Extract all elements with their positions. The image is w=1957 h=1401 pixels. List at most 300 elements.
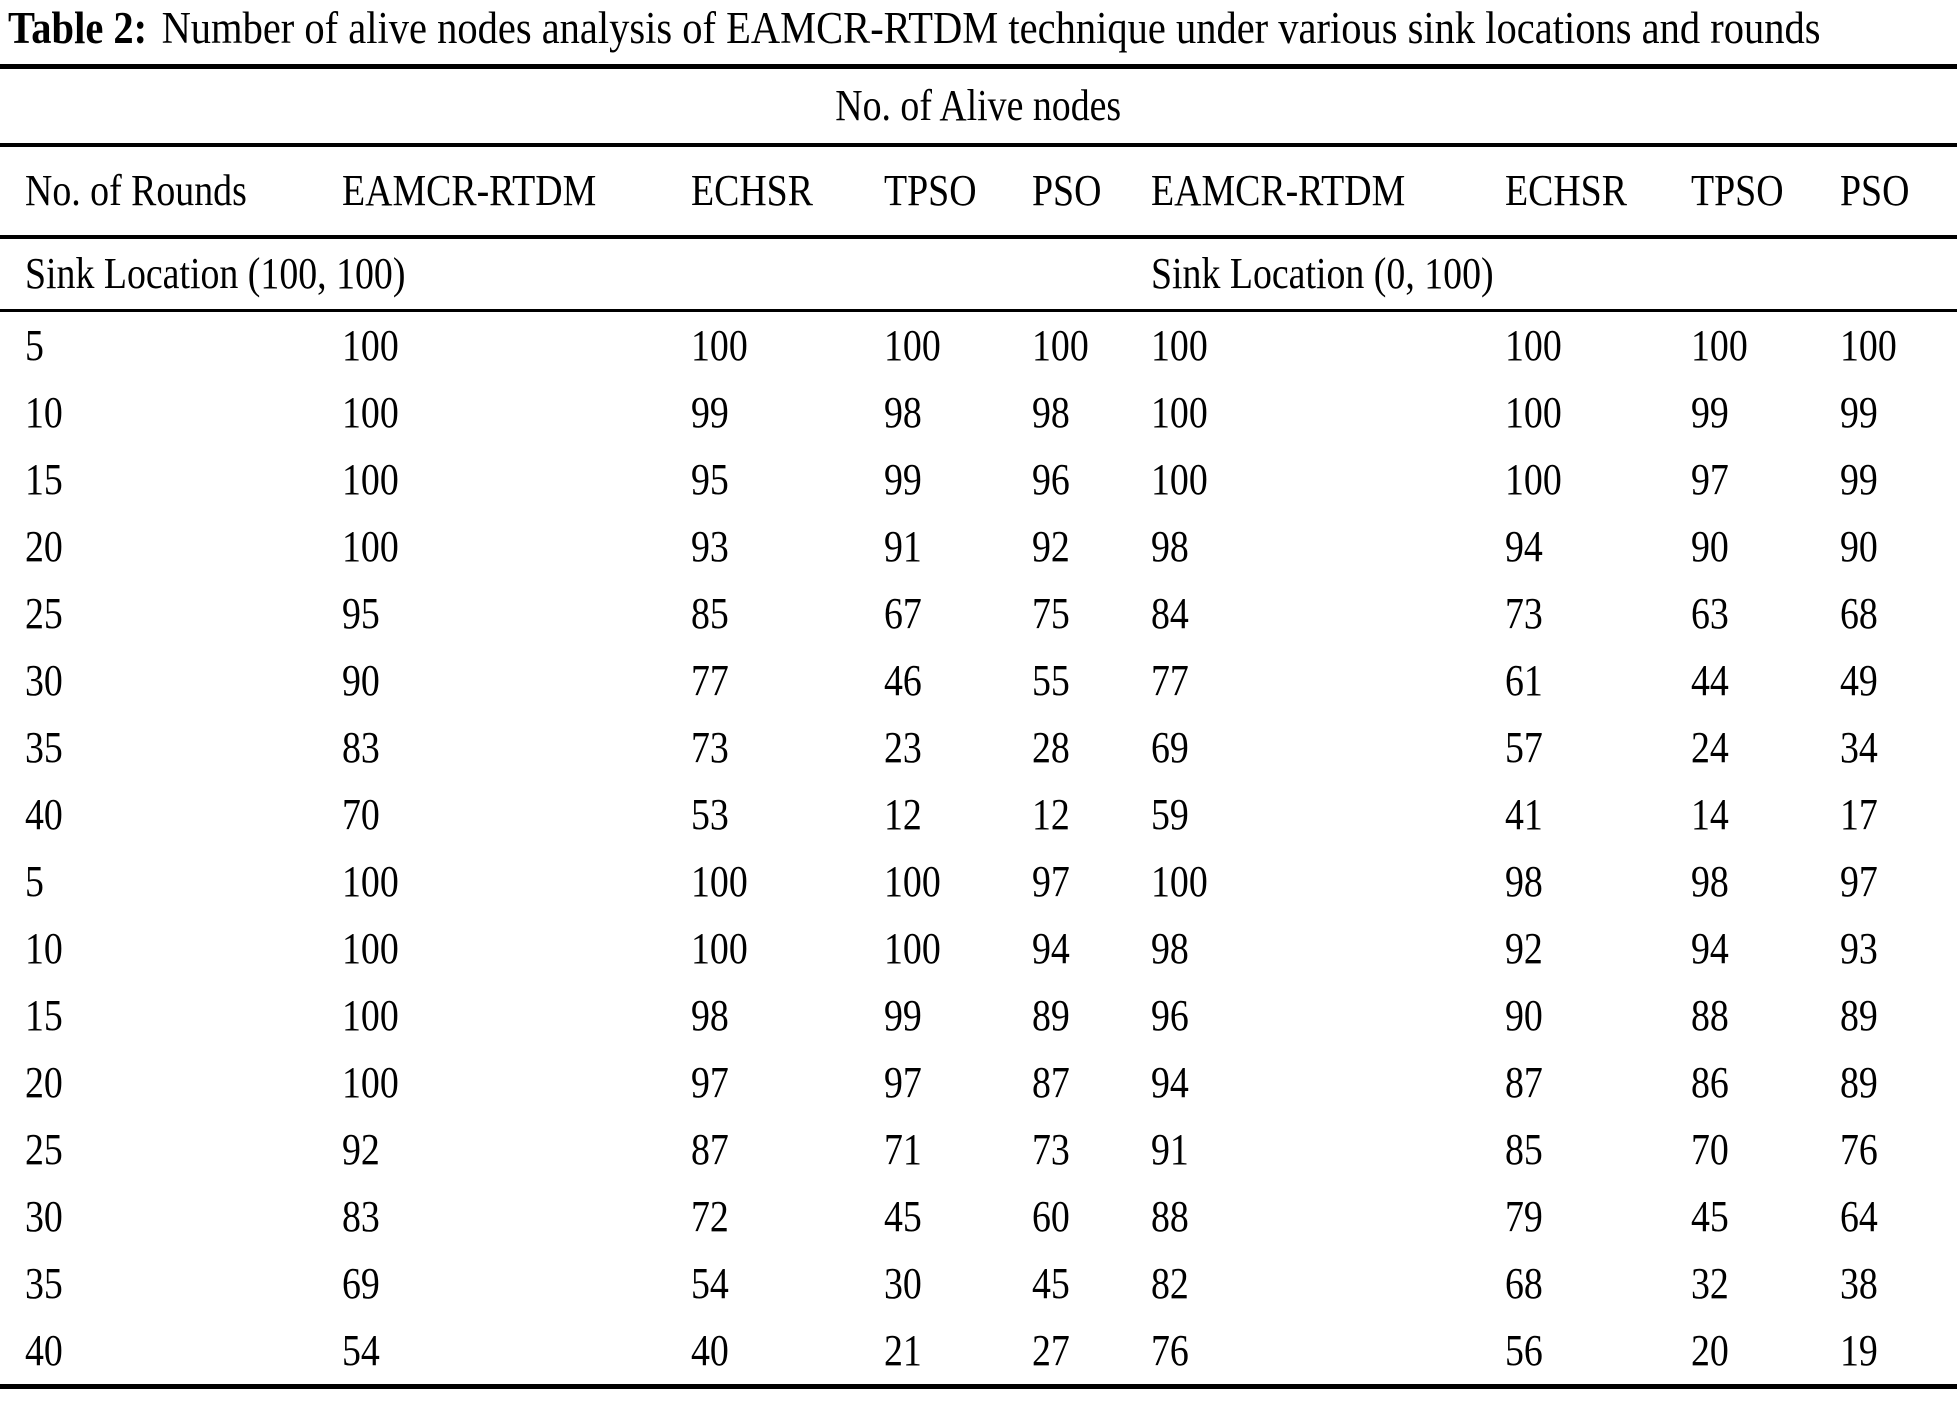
- value-cell: [884, 310, 1033, 379]
- cell-value: 97: [1839, 856, 1878, 906]
- value-cell: [884, 982, 1033, 1049]
- cell-value: 100: [342, 856, 400, 906]
- column-header: [1151, 145, 1505, 237]
- value-cell: [691, 1116, 884, 1183]
- value-cell: [1840, 714, 1957, 781]
- cell-value: 71: [883, 1124, 922, 1174]
- value-cell: [884, 446, 1033, 513]
- value-cell: [1032, 1250, 1150, 1317]
- cell-value: 98: [690, 990, 729, 1040]
- value-cell: [1691, 915, 1840, 982]
- column-header-label: EAMCR-RTDM: [342, 166, 597, 215]
- cell-value: 73: [690, 722, 729, 772]
- cell-value: 79: [1504, 1191, 1543, 1241]
- value-cell: [1691, 1250, 1840, 1317]
- value-cell: [691, 580, 884, 647]
- round-cell: [0, 379, 342, 446]
- value-cell: [884, 1183, 1033, 1250]
- value-cell: [1032, 310, 1150, 379]
- value-cell: [1032, 1116, 1150, 1183]
- value-cell: [691, 848, 884, 915]
- value-cell: [1505, 982, 1691, 1049]
- cell-value: 5: [25, 856, 44, 906]
- value-cell: [1505, 1049, 1691, 1116]
- value-cell: [1151, 310, 1505, 379]
- value-cell: [691, 1049, 884, 1116]
- value-cell: [1840, 781, 1957, 848]
- cell-value: 77: [690, 655, 729, 705]
- cell-value: 68: [1504, 1258, 1543, 1308]
- cell-value: 100: [342, 1057, 400, 1107]
- value-cell: [1691, 446, 1840, 513]
- table-number-label: Table 2:: [8, 3, 148, 53]
- round-cell: [0, 580, 342, 647]
- cell-value: 90: [342, 655, 381, 705]
- cell-value: 19: [1839, 1325, 1878, 1375]
- value-cell: [1032, 647, 1150, 714]
- cell-value: 89: [1839, 1057, 1878, 1107]
- cell-value: 97: [690, 1057, 729, 1107]
- round-cell: [0, 310, 342, 379]
- cell-value: 20: [25, 521, 63, 571]
- value-cell: [1032, 848, 1150, 915]
- value-cell: [691, 513, 884, 580]
- cell-value: 97: [883, 1057, 922, 1107]
- cell-value: 100: [342, 387, 400, 437]
- cell-value: 100: [883, 856, 941, 906]
- value-cell: [884, 848, 1033, 915]
- value-cell: [884, 1049, 1033, 1116]
- value-cell: [1691, 1183, 1840, 1250]
- value-cell: [1151, 513, 1505, 580]
- value-cell: [1840, 647, 1957, 714]
- cell-value: 40: [25, 789, 63, 839]
- value-cell: [1151, 982, 1505, 1049]
- value-cell: [1840, 915, 1957, 982]
- cell-value: 20: [25, 1057, 63, 1107]
- cell-value: 88: [1690, 990, 1729, 1040]
- value-cell: [884, 647, 1033, 714]
- value-cell: [1151, 781, 1505, 848]
- value-cell: [1691, 781, 1840, 848]
- cell-value: 68: [1839, 588, 1878, 638]
- column-header: [884, 145, 1033, 237]
- round-cell: [0, 714, 342, 781]
- cell-value: 100: [1150, 856, 1208, 906]
- value-cell: [1840, 580, 1957, 647]
- value-cell: [1840, 379, 1957, 446]
- cell-value: 70: [342, 789, 381, 839]
- cell-value: 99: [883, 990, 922, 1040]
- table-row: [0, 446, 1957, 513]
- section-header-row: [0, 237, 1957, 311]
- value-cell: [1151, 446, 1505, 513]
- cell-value: 99: [1839, 454, 1878, 504]
- value-cell: [1691, 1116, 1840, 1183]
- value-cell: [1505, 310, 1691, 379]
- cell-value: 20: [1690, 1325, 1729, 1375]
- value-cell: [1151, 848, 1505, 915]
- value-cell: [1840, 1183, 1957, 1250]
- table-row: [0, 513, 1957, 580]
- cell-value: 100: [883, 320, 941, 370]
- value-cell: [1151, 714, 1505, 781]
- cell-value: 100: [342, 454, 400, 504]
- cell-value: 100: [342, 320, 400, 370]
- cell-value: 96: [1032, 454, 1071, 504]
- span-header-cell: [0, 66, 1957, 145]
- cell-value: 67: [883, 588, 922, 638]
- value-cell: [1505, 379, 1691, 446]
- value-cell: [342, 310, 690, 379]
- cell-value: 91: [1150, 1124, 1189, 1174]
- cell-value: 94: [1690, 923, 1729, 973]
- cell-value: 96: [1150, 990, 1189, 1040]
- cell-value: 10: [25, 923, 63, 973]
- cell-value: 45: [883, 1191, 922, 1241]
- cell-value: 46: [883, 655, 922, 705]
- cell-value: 82: [1150, 1258, 1189, 1308]
- value-cell: [691, 982, 884, 1049]
- cell-value: 100: [690, 856, 748, 906]
- value-cell: [342, 513, 690, 580]
- cell-value: 90: [1690, 521, 1729, 571]
- value-cell: [1505, 446, 1691, 513]
- cell-value: 97: [1032, 856, 1071, 906]
- cell-value: 17: [1839, 789, 1878, 839]
- value-cell: [1840, 1116, 1957, 1183]
- cell-value: 41: [1504, 789, 1543, 839]
- cell-value: 35: [25, 1258, 63, 1308]
- value-cell: [884, 379, 1033, 446]
- cell-value: 28: [1032, 722, 1071, 772]
- cell-value: 98: [1150, 521, 1189, 571]
- cell-value: 86: [1690, 1057, 1729, 1107]
- cell-value: 99: [1690, 387, 1729, 437]
- span-header-row: [0, 66, 1957, 145]
- cell-value: 94: [1504, 521, 1543, 571]
- cell-value: 73: [1504, 588, 1543, 638]
- round-cell: [0, 1250, 342, 1317]
- value-cell: [1840, 1049, 1957, 1116]
- value-cell: [1151, 1250, 1505, 1317]
- value-cell: [1032, 982, 1150, 1049]
- column-header-label: TPSO: [1690, 166, 1784, 215]
- cell-value: 97: [1690, 454, 1729, 504]
- value-cell: [691, 647, 884, 714]
- round-cell: [0, 915, 342, 982]
- cell-value: 77: [1150, 655, 1189, 705]
- cell-value: 99: [1839, 387, 1878, 437]
- value-cell: [1505, 647, 1691, 714]
- cell-value: 54: [690, 1258, 729, 1308]
- cell-value: 30: [25, 1191, 63, 1241]
- cell-value: 30: [25, 655, 63, 705]
- value-cell: [691, 781, 884, 848]
- value-cell: [884, 1317, 1033, 1387]
- cell-value: 98: [1690, 856, 1729, 906]
- value-cell: [342, 1317, 690, 1387]
- cell-value: 94: [1150, 1057, 1189, 1107]
- table-row: [0, 1250, 1957, 1317]
- cell-value: 100: [690, 923, 748, 973]
- table-row: [0, 580, 1957, 647]
- table-row: [0, 1116, 1957, 1183]
- value-cell: [691, 1183, 884, 1250]
- value-cell: [691, 714, 884, 781]
- cell-value: 85: [690, 588, 729, 638]
- cell-value: 44: [1690, 655, 1729, 705]
- column-header-label: TPSO: [883, 166, 977, 215]
- cell-value: 90: [1839, 521, 1878, 571]
- value-cell: [1151, 1317, 1505, 1387]
- cell-value: 76: [1839, 1124, 1878, 1174]
- section-header-right: [1151, 237, 1957, 311]
- cell-value: 59: [1150, 789, 1189, 839]
- table-row: [0, 848, 1957, 915]
- cell-value: 87: [690, 1124, 729, 1174]
- cell-value: 95: [342, 588, 381, 638]
- value-cell: [1505, 915, 1691, 982]
- value-cell: [691, 1317, 884, 1387]
- cell-value: 89: [1032, 990, 1071, 1040]
- round-cell: [0, 513, 342, 580]
- cell-value: 93: [690, 521, 729, 571]
- cell-value: 92: [342, 1124, 381, 1174]
- value-cell: [1691, 310, 1840, 379]
- value-cell: [1151, 379, 1505, 446]
- value-cell: [1151, 1049, 1505, 1116]
- value-cell: [1151, 1116, 1505, 1183]
- cell-value: 38: [1839, 1258, 1878, 1308]
- cell-value: 100: [1690, 320, 1748, 370]
- value-cell: [1691, 714, 1840, 781]
- value-cell: [1691, 848, 1840, 915]
- cell-value: 69: [1150, 722, 1189, 772]
- cell-value: 95: [690, 454, 729, 504]
- value-cell: [342, 580, 690, 647]
- value-cell: [1032, 1183, 1150, 1250]
- round-cell: [0, 1183, 342, 1250]
- value-cell: [884, 1250, 1033, 1317]
- cell-value: 45: [1690, 1191, 1729, 1241]
- cell-value: 87: [1032, 1057, 1071, 1107]
- value-cell: [691, 446, 884, 513]
- column-header: [0, 145, 342, 237]
- value-cell: [1151, 1183, 1505, 1250]
- column-header: [342, 145, 690, 237]
- value-cell: [691, 310, 884, 379]
- round-cell: [0, 982, 342, 1049]
- value-cell: [1032, 513, 1150, 580]
- column-header-label: EAMCR-RTDM: [1150, 166, 1405, 215]
- cell-value: 100: [342, 923, 400, 973]
- section-header-left-label: Sink Location (100, 100): [25, 249, 406, 298]
- value-cell: [1505, 1183, 1691, 1250]
- column-header: [1840, 145, 1957, 237]
- cell-value: 100: [1150, 387, 1208, 437]
- cell-value: 92: [1504, 923, 1543, 973]
- value-cell: [1505, 1317, 1691, 1387]
- column-header: [1032, 145, 1150, 237]
- cell-value: 21: [883, 1325, 922, 1375]
- column-header-label: PSO: [1839, 166, 1909, 215]
- cell-value: 12: [1032, 789, 1071, 839]
- table-row: [0, 1183, 1957, 1250]
- cell-value: 90: [1504, 990, 1543, 1040]
- cell-value: 32: [1690, 1258, 1729, 1308]
- table-row: [0, 1317, 1957, 1387]
- cell-value: 100: [1032, 320, 1090, 370]
- cell-value: 76: [1150, 1325, 1189, 1375]
- table-row: [0, 1049, 1957, 1116]
- cell-value: 55: [1032, 655, 1071, 705]
- value-cell: [1691, 1049, 1840, 1116]
- value-cell: [691, 1250, 884, 1317]
- value-cell: [1840, 513, 1957, 580]
- cell-value: 34: [1839, 722, 1878, 772]
- cell-value: 15: [25, 990, 63, 1040]
- value-cell: [1840, 446, 1957, 513]
- cell-value: 83: [342, 1191, 381, 1241]
- value-cell: [884, 513, 1033, 580]
- table-row: [0, 781, 1957, 848]
- section-header-left: [0, 237, 1151, 311]
- cell-value: 100: [1504, 454, 1562, 504]
- cell-value: 99: [883, 454, 922, 504]
- table-caption: [0, 0, 1957, 54]
- value-cell: [884, 580, 1033, 647]
- value-cell: [342, 379, 690, 446]
- cell-value: 83: [342, 722, 381, 772]
- value-cell: [1032, 379, 1150, 446]
- cell-value: 85: [1504, 1124, 1543, 1174]
- round-cell: [0, 647, 342, 714]
- value-cell: [1032, 714, 1150, 781]
- span-header-label: No. of Alive nodes: [835, 81, 1122, 130]
- column-header-label: ECHSR: [1504, 166, 1627, 215]
- value-cell: [1840, 1317, 1957, 1387]
- value-cell: [342, 848, 690, 915]
- round-cell: [0, 1049, 342, 1116]
- cell-value: 54: [342, 1325, 381, 1375]
- value-cell: [1505, 1250, 1691, 1317]
- cell-value: 70: [1690, 1124, 1729, 1174]
- round-cell: [0, 1116, 342, 1183]
- column-header-label: No. of Rounds: [25, 166, 247, 215]
- cell-value: 45: [1032, 1258, 1071, 1308]
- cell-value: 100: [690, 320, 748, 370]
- value-cell: [1840, 848, 1957, 915]
- cell-value: 98: [1032, 387, 1071, 437]
- cell-value: 72: [690, 1191, 729, 1241]
- cell-value: 100: [1150, 454, 1208, 504]
- value-cell: [1032, 915, 1150, 982]
- value-cell: [1032, 1317, 1150, 1387]
- cell-value: 5: [25, 320, 44, 370]
- value-cell: [1505, 781, 1691, 848]
- round-cell: [0, 446, 342, 513]
- cell-value: 40: [690, 1325, 729, 1375]
- cell-value: 24: [1690, 722, 1729, 772]
- column-header-row: [0, 145, 1957, 237]
- cell-value: 88: [1150, 1191, 1189, 1241]
- cell-value: 84: [1150, 588, 1189, 638]
- value-cell: [1840, 310, 1957, 379]
- value-cell: [342, 915, 690, 982]
- value-cell: [1691, 379, 1840, 446]
- value-cell: [1032, 781, 1150, 848]
- cell-value: 98: [883, 387, 922, 437]
- cell-value: 63: [1690, 588, 1729, 638]
- value-cell: [342, 446, 690, 513]
- table-row: [0, 647, 1957, 714]
- value-cell: [342, 647, 690, 714]
- cell-value: 100: [1150, 320, 1208, 370]
- section-header-right-label: Sink Location (0, 100): [1150, 249, 1494, 298]
- cell-value: 30: [883, 1258, 922, 1308]
- cell-value: 53: [690, 789, 729, 839]
- table-row: [0, 379, 1957, 446]
- cell-value: 94: [1032, 923, 1071, 973]
- value-cell: [691, 379, 884, 446]
- value-cell: [884, 1116, 1033, 1183]
- value-cell: [342, 714, 690, 781]
- cell-value: 100: [1504, 320, 1562, 370]
- value-cell: [1505, 1116, 1691, 1183]
- cell-value: 12: [883, 789, 922, 839]
- cell-value: 100: [883, 923, 941, 973]
- value-cell: [1691, 580, 1840, 647]
- cell-value: 87: [1504, 1057, 1543, 1107]
- round-cell: [0, 781, 342, 848]
- value-cell: [342, 1049, 690, 1116]
- column-header: [1691, 145, 1840, 237]
- value-cell: [1032, 1049, 1150, 1116]
- cell-value: 75: [1032, 588, 1071, 638]
- value-cell: [342, 982, 690, 1049]
- round-cell: [0, 848, 342, 915]
- cell-value: 15: [25, 454, 63, 504]
- cell-value: 100: [342, 990, 400, 1040]
- value-cell: [1151, 580, 1505, 647]
- value-cell: [884, 915, 1033, 982]
- cell-value: 60: [1032, 1191, 1071, 1241]
- table-caption-text: Number of alive nodes analysis of EAMCR-RTDM technique under various sink locations and rounds: [161, 3, 1821, 53]
- cell-value: 93: [1839, 923, 1878, 973]
- value-cell: [1032, 446, 1150, 513]
- cell-value: 100: [1504, 387, 1562, 437]
- cell-value: 99: [690, 387, 729, 437]
- table-row: [0, 310, 1957, 379]
- value-cell: [1691, 647, 1840, 714]
- value-cell: [1691, 513, 1840, 580]
- alive-nodes-table: [0, 64, 1957, 1389]
- cell-value: 49: [1839, 655, 1878, 705]
- cell-value: 92: [1032, 521, 1071, 571]
- column-header: [1505, 145, 1691, 237]
- value-cell: [691, 915, 884, 982]
- cell-value: 98: [1504, 856, 1543, 906]
- cell-value: 56: [1504, 1325, 1543, 1375]
- cell-value: 14: [1690, 789, 1729, 839]
- cell-value: 69: [342, 1258, 381, 1308]
- cell-value: 27: [1032, 1325, 1071, 1375]
- column-header-label: PSO: [1032, 166, 1102, 215]
- value-cell: [884, 781, 1033, 848]
- cell-value: 89: [1839, 990, 1878, 1040]
- table-row: [0, 714, 1957, 781]
